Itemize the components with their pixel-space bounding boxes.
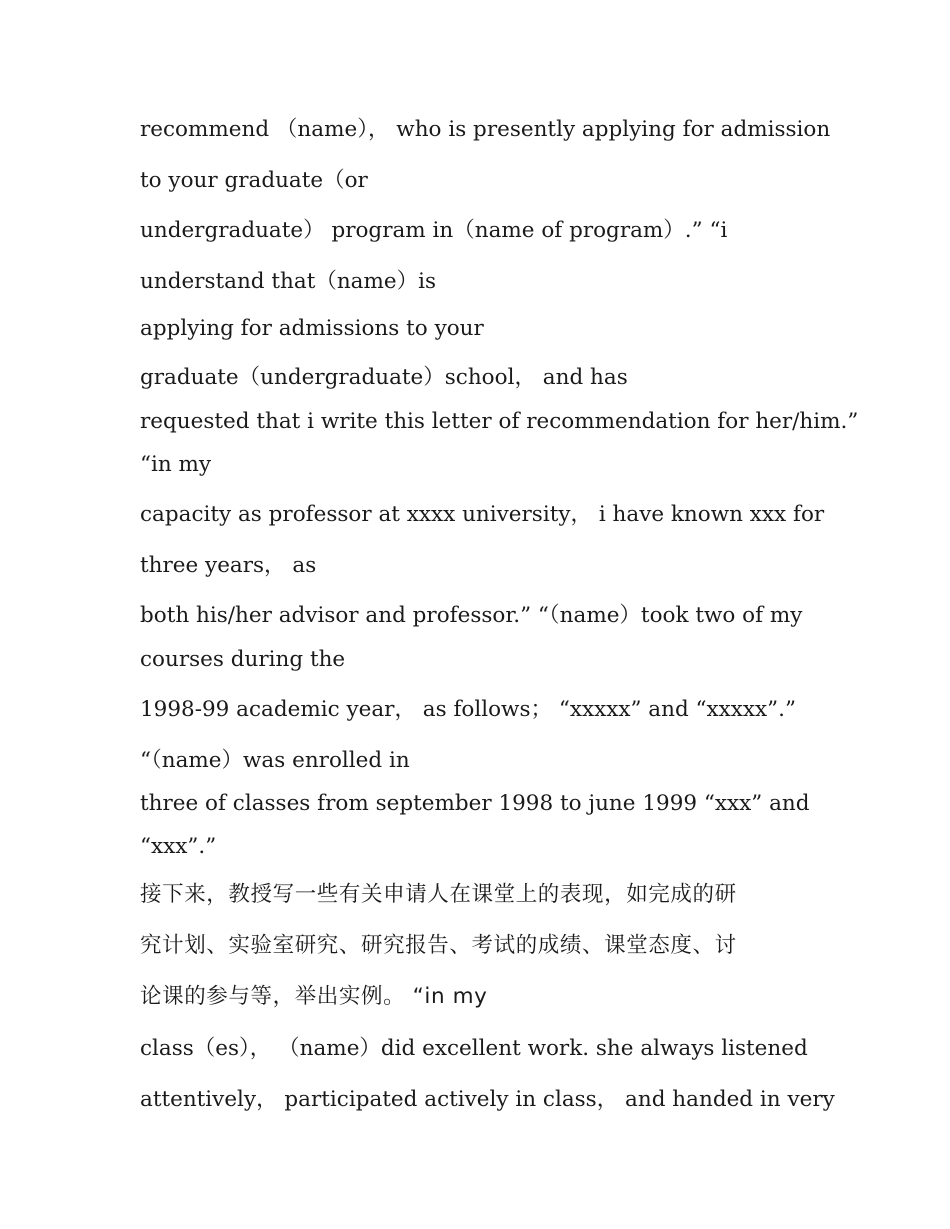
text-line: requested that i write this letter of recommendation for her/him.” — [140, 409, 859, 434]
text-line: 1998-99 academic year， as follows； “xxxxx” and “xxxxx”.” — [140, 697, 796, 722]
text-line-chinese: 究计划、实验室研究、研究报告、考试的成绩、课堂态度、讨 — [140, 933, 737, 958]
text-line: courses during the — [140, 647, 346, 672]
text-line: applying for admissions to your — [140, 316, 484, 341]
text-line: to your graduate（or — [140, 168, 368, 193]
text-line: “xxx”.” — [140, 834, 217, 859]
text-line: capacity as professor at xxxx university， i have known xxx for — [140, 502, 825, 527]
text-line: attentively， participated actively in class， and handed in very — [140, 1087, 835, 1112]
text-line: recommend （name）， who is presently applying for admission — [140, 117, 831, 142]
text-line: three of classes from september 1998 to june 1999 “xxx” and — [140, 791, 810, 816]
text-line: understand that（name）is — [140, 269, 437, 294]
text-line: “in my — [140, 452, 212, 477]
text-line: both his/her advisor and professor.” “（name）took two of my — [140, 603, 803, 628]
text-line: graduate（undergraduate）school， and has — [140, 365, 628, 390]
text-line: “（name）was enrolled in — [140, 748, 410, 773]
text-line: class（es）， （name）did excellent work. she always listened — [140, 1036, 808, 1061]
text-line-chinese: 接下来，教授写一些有关申请人在课堂上的表现，如完成的研 — [140, 882, 737, 907]
text-line: three years， as — [140, 553, 317, 578]
text-line-chinese: 论课的参与等，举出实例。 “in my — [140, 984, 488, 1009]
text-line: undergraduate） program in（name of program）.” “i — [140, 218, 728, 243]
